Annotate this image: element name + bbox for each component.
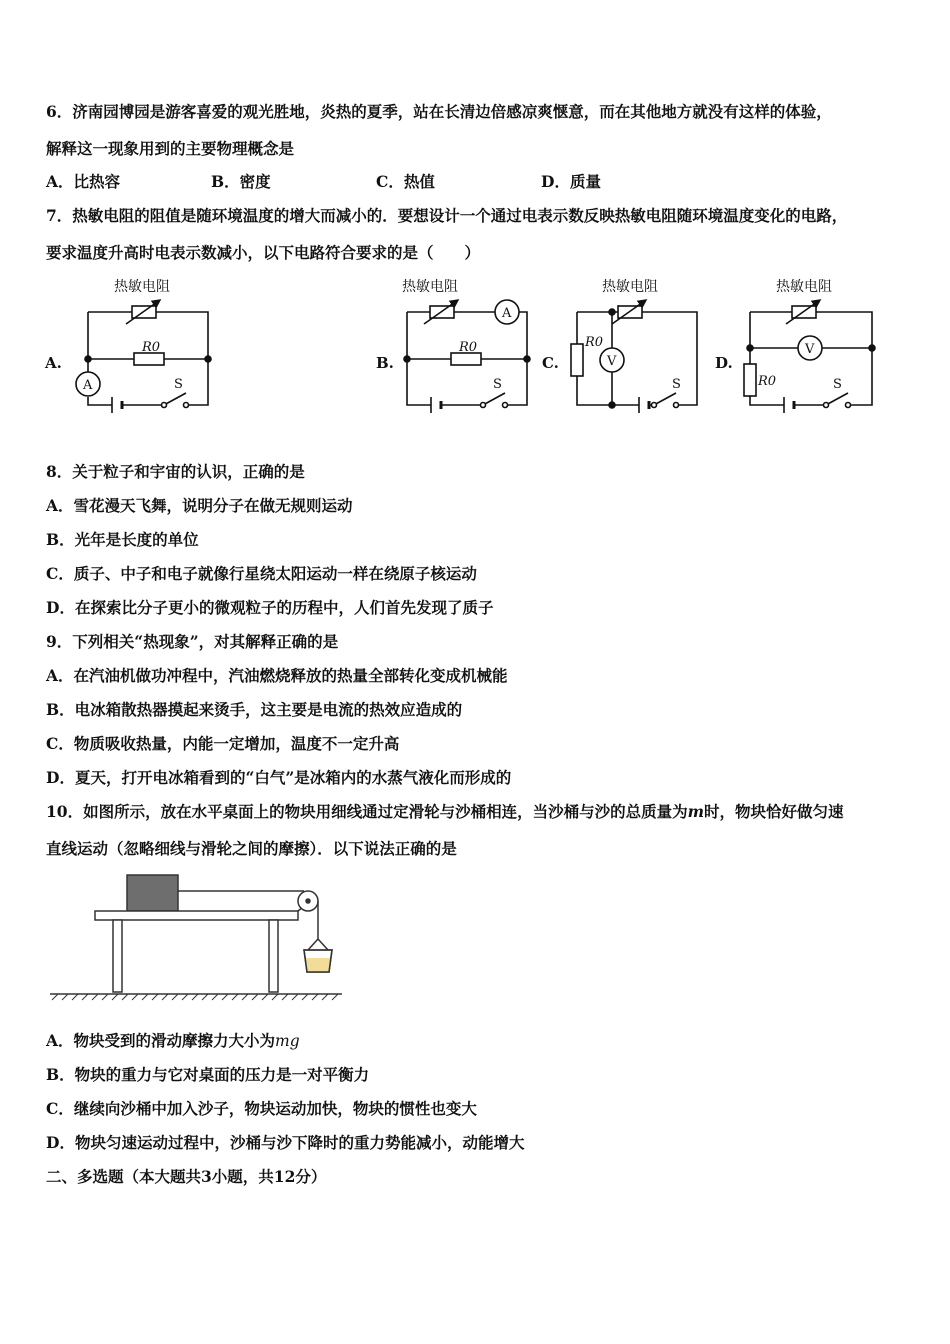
circuit-a[interactable] (76, 300, 208, 413)
circuit-c-r0-label: R0 (585, 335, 604, 350)
circuit-d-thermistor-label: 热敏电阻 (776, 279, 832, 295)
q8-option-a[interactable]: A．雪花漫天飞舞，说明分子在做无规则运动 (46, 496, 353, 515)
q10-option-d[interactable]: D．物块匀速运动过程中，沙桶与沙下降时的重力势能减小，动能增大 (46, 1133, 525, 1152)
q6-option-c[interactable]: C．热值 (376, 172, 435, 191)
q8-option-d[interactable]: D．在探索比分子更小的微观粒子的历程中，人们首先发现了质子 (46, 598, 494, 617)
circuit-a-ammeter-label: A (83, 378, 93, 393)
q6-option-b[interactable]: B．密度 (211, 172, 271, 191)
table-leg-left (113, 920, 122, 992)
circuit-c[interactable] (571, 300, 697, 413)
q8-option-c[interactable]: C．质子、中子和电子就像行星绕太阳运动一样在绕原子核运动 (46, 564, 477, 583)
q6-stem-line1: 6．济南园博园是游客喜爱的观光胜地，炎热的夏季，站在长清边倍感凉爽惬意，而在其他地方就没有这样的体验， (46, 102, 832, 121)
table-top (95, 911, 298, 920)
circuit-b-switch-label: S (493, 377, 502, 392)
q7-stem-line1: 7．热敏电阻的阻值是随环境温度的增大而减小的．要想设计一个通过电表示数反映热敏电阻随环境温度变化的电路， (46, 206, 848, 225)
circuit-a-switch-label: S (174, 377, 183, 392)
q10-option-b[interactable]: B．物块的重力与它对桌面的压力是一对平衡力 (46, 1065, 370, 1084)
q9-option-a[interactable]: A．在汽油机做功冲程中，汽油燃烧释放的热量全部转化变成机械能 (46, 666, 508, 685)
circuit-b-option-label: B. (376, 354, 394, 372)
circuit-d-voltmeter-label: V (805, 342, 815, 357)
q9-option-d[interactable]: D．夏天，打开电冰箱看到的“白气”是冰箱内的水蒸气液化而形成的 (46, 768, 512, 787)
q9-option-c[interactable]: C．物质吸收热量，内能一定增加，温度不一定升高 (46, 734, 400, 753)
circuit-d-switch-label: S (833, 377, 842, 392)
q10-stem-line1 (46, 802, 844, 822)
q10-stem-line2: 直线运动（忽略细线与滑轮之间的摩擦）．以下说法正确的是 (46, 839, 457, 858)
q10-option-c[interactable]: C．继续向沙桶中加入沙子，物块运动加快，物块的惯性也变大 (46, 1099, 477, 1118)
q6-stem-line2: 解释这一现象用到的主要物理概念是 (46, 139, 295, 158)
q9-stem: 9．下列相关“热现象”，对其解释正确的是 (46, 632, 339, 651)
q6-option-a[interactable]: A．比热容 (46, 172, 121, 191)
section-2-heading: 二、多选题（本大题共3小题，共12分） (46, 1167, 327, 1186)
q6-options (46, 172, 906, 192)
q8-option-b[interactable]: B．光年是长度的单位 (46, 530, 199, 549)
ground-hatch (52, 994, 338, 1000)
q10-stem-part2: 时，物块恰好做匀速 (703, 802, 844, 821)
circuit-d-r0-label: R0 (758, 374, 777, 389)
q9-option-b[interactable]: B．电冰箱散热器摸起来烫手，这主要是电流的热效应造成的 (46, 700, 463, 719)
block (127, 875, 178, 911)
q10-option-a-text: A．物块受到的滑动摩擦力大小为 (46, 1031, 276, 1050)
circuit-c-switch-label: S (672, 377, 681, 392)
circuit-c-option-label: C. (542, 354, 559, 372)
q6-option-d[interactable]: D．质量 (541, 172, 601, 191)
q10-stem-part1: 10．如图所示，放在水平桌面上的物块用细线通过定滑轮与沙桶相连，当沙桶与沙的总质量为 (46, 802, 688, 821)
q10-mass-var: m (687, 802, 704, 821)
q7-circuits-figure (40, 272, 890, 422)
circuit-c-voltmeter-label: V (607, 354, 617, 369)
circuit-a-thermistor-label: 热敏电阻 (114, 279, 170, 295)
q10-option-a[interactable] (46, 1031, 300, 1051)
circuit-d-option-label: D. (715, 354, 733, 372)
circuit-a-r0-label: R0 (142, 340, 161, 355)
q10-option-a-var: mg (275, 1032, 300, 1050)
q8-stem: 8．关于粒子和宇宙的认识，正确的是 (46, 462, 305, 481)
circuit-b-ammeter-label: A (502, 306, 512, 321)
circuit-c-thermistor-label: 热敏电阻 (602, 279, 658, 295)
circuit-a-option-label: A. (45, 354, 62, 372)
circuit-b-r0-label: R0 (459, 340, 478, 355)
q10-pulley-figure (46, 866, 346, 1006)
q7-stem-line2: 要求温度升高时电表示数减小，以下电路符合要求的是（ ） (46, 243, 481, 262)
circuit-b-thermistor-label: 热敏电阻 (402, 279, 458, 295)
table-leg-right (269, 920, 278, 992)
